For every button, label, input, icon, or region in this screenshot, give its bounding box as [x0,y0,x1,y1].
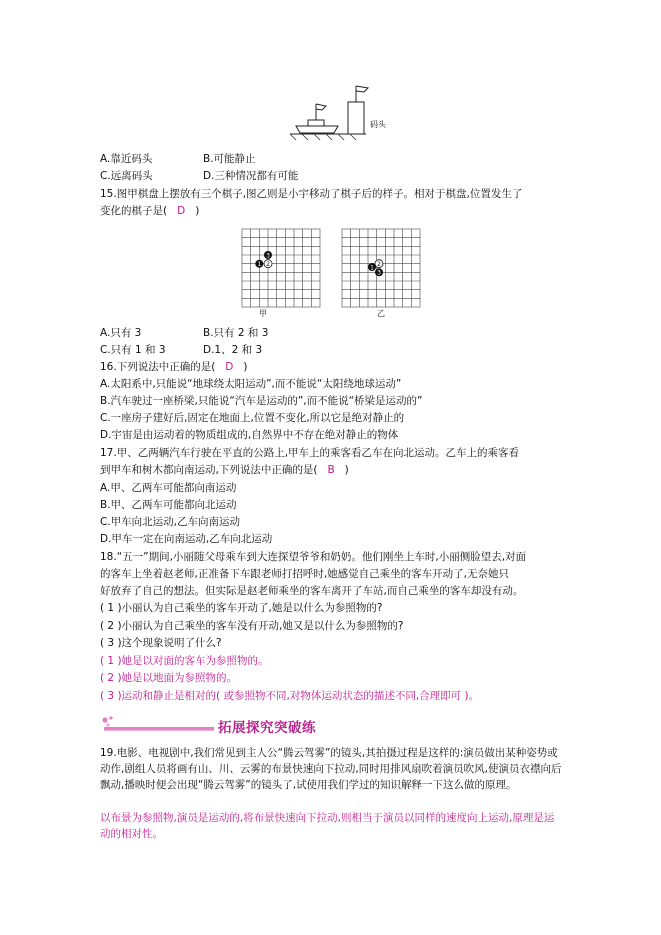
q18-answer2: ( 2 )她是以地面为参照物的。 [100,672,238,684]
pier-label: 码头 [370,120,386,129]
q14-option-b: B.可能静止 [203,153,256,165]
q18-sub3: ( 3 )这个现象说明了什么? [100,637,222,649]
q15-option-c: C.只有 1 和 3 [100,344,166,356]
q17-option-c: C.甲车向北运动,乙车向南运动 [100,516,241,528]
q15-stem-line1: 15.图甲棋盘上摆放有三个棋子,图乙则是小宇移动了棋子后的样子。相对于棋盘,位置发生了 [100,188,523,200]
q15-option-d: D.1、2 和 3 [203,344,263,356]
board-b-stone-2: 2 [377,261,381,268]
q16-option-a: A.太阳系中,只能说“地球绕太阳运动”,而不能说“太阳绕地球运动” [100,378,402,390]
q17-stem-line1: 17.甲、乙两辆汽车行驶在平直的公路上,甲车上的乘客看乙车在向北运动。乙车上的乘客看 [100,447,520,459]
board-a-figure [241,228,321,310]
q18-answer1: ( 1 )她是以对面的客车为参照物的。 [100,655,269,667]
section-decoration [100,714,218,736]
q18-sub2: ( 2 )小丽认为自己乘坐的客车没有开动,她又是以什么为参照物的? [100,620,404,632]
q18-stem-line1: 18.“五一”期间,小丽随父母乘车到大连探望爷爷和奶奶。他们刚坐上车时,小丽侧脸望去,对面 [100,551,527,563]
q16-option-c: C.一座房子建好后,固定在地面上,位置不变化,所以它是绝对静止的 [100,412,405,424]
q17-option-a: A.甲、乙两车可能都向南运动 [100,482,237,494]
q17-option-b: B.甲、乙两车可能都向北运动 [100,499,237,511]
q16-option-b: B.汽车驶过一座桥梁,只能说“汽车是运动的”,而不能说“桥梁是运动的” [100,395,423,407]
q15-answer: D [177,205,186,217]
q18-stem-line3: 好放弃了自己的想法。但实际是赵老师乘坐的客车离开了车站,而自己乘坐的客车却没有动。 [100,585,524,597]
board-b-stone-3: 3 [377,269,381,277]
section-title: 拓展探究突破练 [218,720,316,736]
q18-stem-line2: 的客车上坐着赵老师,正准备下车跟老师打招呼时,她感觉自己乘坐的客车开动了,无奈她只 [100,568,510,580]
board-a-stone-1: 1 [257,261,262,268]
q17-option-d: D.甲车一定在向南运动,乙车向北运动 [100,533,273,545]
q19-stem: 19.电影、电视剧中,我们常见到主人公“腾云驾雾”的镜头,其拍摄过程是这样的:演员做出某种姿势或动作,剧组人员将画有山、川、云雾的布景快速向下拉动,同时用排风扇吹着演员吹风,使演员衣襟向后飘动,播映时便会出现“腾云驾雾”的镜头了,试使用我们学过的知识解释一下这么做的原理。 [100,747,562,791]
board-b-label: 乙 [377,309,385,318]
q18-sub1: ( 1 )小丽认为自己乘坐的客车开动了,她是以什么为参照物的? [100,602,383,614]
q15-option-b: B.只有 2 和 3 [203,327,269,339]
q14-option-a: A.靠近码头 [100,153,153,165]
q17-stem-line2: 到甲车和树木都向南运动,下列说法中正确的是( B ) [100,464,349,476]
q16-answer: D [225,361,234,373]
q15-option-a: A.只有 3 [100,327,142,339]
board-a-stone-3: 3 [266,252,270,260]
q19-answer: 以布景为参照物,演员是运动的,将布景快速向下拉动,则相当于演员以同样的速度向上运动,原理是运动的相对性。 [100,812,555,840]
board-a-stone-2: 2 [266,261,270,268]
board-b-stone-1: 1 [370,264,374,272]
q17-answer: B [327,464,335,476]
q18-answer3: ( 3 )运动和静止是相对的( 或参照物不同,对物体运动状态的描述不同,合理即可 )。 [100,690,480,702]
boat-pier-figure [282,80,392,142]
section-header [100,714,460,736]
q16-stem: 16.下列说法中正确的是( D ) [100,361,248,373]
q14-option-c: C.远离码头 [100,170,153,182]
q16-option-d: D.宇宙是由运动着的物质组成的,自然界中不存在绝对静止的物体 [100,429,399,441]
board-b-figure [341,228,421,310]
q14-option-d: D.三种情况都有可能 [203,170,299,182]
q15-stem-line2: 变化的棋子是( D ) [100,205,200,217]
board-a-label: 甲 [259,309,267,318]
